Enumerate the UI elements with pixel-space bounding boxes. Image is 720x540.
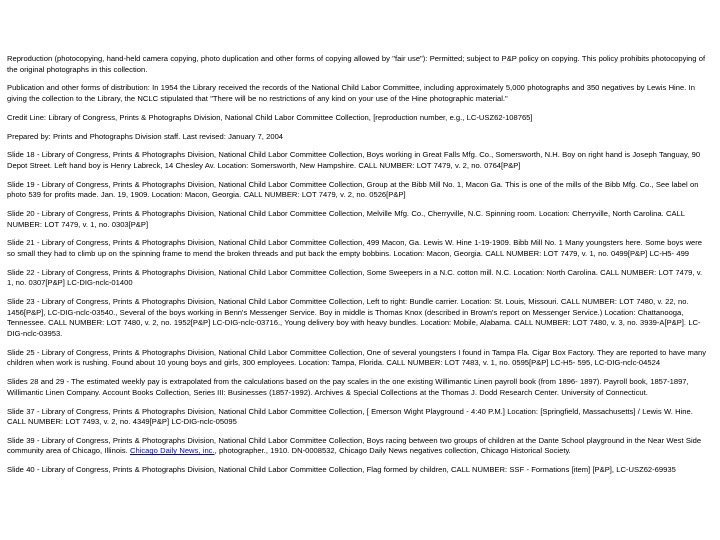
slide-25-citation: Slide 25 - Library of Congress, Prints & Photographs Division, National Child Labor Committee Collection, One of several youngsters I found in Tampa Fla. Cigar Box Factory. They are reported to have many children when work is rushing. Found about 10 young boys and girls, 300 employees. Location: Tampa, Florida. CALL NUMBER: LOT 7483, v. 1, no. 0595[P&P] LC-H5- 595, LC-DIG-nclc-04524 [7, 347, 707, 368]
slide-39-text-after: , photographer., 1910. DN-0008532, Chicago Daily News negatives collection, Chicago Historical Society. [214, 446, 571, 456]
reproduction-policy-paragraph: Reproduction (photocopying, hand-held camera copying, photo duplication and other forms of copying allowed by "fair use"): Permitted; subject to P&P policy on copying. This policy prohibits photocopying of the original photographs in this collection. [7, 54, 706, 74]
slide-39-citation [7, 436, 710, 457]
slides-28-29-citation: Slides 28 and 29 - The estimated weekly pay is extrapolated from the calculations based on the pay scales in the one existing Willimantic Linen payroll book (from 1896- 1897). Payroll book, 1857-1897, Willimantic Linen Company. Account Books Collection, Series III: Businesses (1857-1992). Archives & Special Collections at the Thomas J. Dodd Research Center. University of Connecticut. [7, 377, 689, 397]
slide-22-citation: Slide 22 - Library of Congress, Prints & Photographs Division, National Child Labor Committee Collection, Some Sweepers in a N.C. cotton mill. N.C. Location: North Carolina. CALL NUMBER: LOT 7479, v. 1, no. 0307[P&P] LC-DIG-nclc-01400 [7, 267, 703, 288]
notes-content [7, 54, 710, 484]
chicago-daily-news-link[interactable]: Chicago Daily News, inc. [129, 446, 215, 456]
credit-line-paragraph: Credit Line: Library of Congress, Prints & Photographs Division, National Child Labor Committee Collection, [reproduction number, e.g., LC-USZ62-108765] [7, 112, 533, 122]
slide-20-citation: Slide 20 - Library of Congress, Prints & Photographs Division, National Child Labor Committee Collection, Melville Mfg. Co., Cherryville, N.C. Spinning room. Location: Cherryville, North Carolina. CALL NUMBER: LOT 7479, v. 1, no. 0303[P&P] [7, 209, 685, 229]
prepared-by-paragraph: Prepared by: Prints and Photographs Division staff. Last revised: January 7, 2004 [7, 131, 284, 141]
slide-37-citation: Slide 37 - Library of Congress, Prints & Photographs Division, National Child Labor Committee Collection, [ Emerson Wight Playground - 4:40 P.M.] Location: [Springfield, Massachusetts] / Lewis W. Hine. CALL NUMBER: LOT 7493, v. 2, no. 4349[P&P] LC-DIG-nclc-05095 [7, 406, 693, 427]
slide-40-citation: Slide 40 - Library of Congress, Prints & Photographs Division, National Child Labor Committee Collection, Flag formed by children, CALL NUMBER: SSF - Formations [item] [P&P], LC-USZ62-69935 [7, 465, 676, 475]
slide-19-citation: Slide 19 - Library of Congress, Prints & Photographs Division, National Child Labor Committee Collection, Group at the Bibb Mill No. 1, Macon Ga. This is one of the mills of the Bibb Mfg. Co., See label on photo 539 for profits made. Jan. 19, 1909. Location: Macon, Georgia. CALL NUMBER: LOT 7479, v. 2, no. 0526[P&P] [7, 179, 699, 200]
slide-23-citation: Slide 23 - Library of Congress, Prints & Photographs Division, National Child Labor Committee Collection, Left to right: Bundle carrier. Location: St. Louis, Missouri. CALL NUMBER: LOT 7480, v. 22, no. 1456[P&P], LC-DIG-nclc-03540., Several of the boys working in Benn's Messenger Service. Boy in middle is Thomas Knox (described in Brown's report on Messenger Service.) Location: Chattanooga, Tennessee. CALL NUMBER: LOT 7480, v. 2, no. 1952[P&P] LC-DIG-nclc-03716., Young delivery boy with heavy bundles. Location: Mobile, Alabama. CALL NUMBER: LOT 7480, v. 3, no. 3939-A[P&P]. LC-DIG-nclc-03953. [7, 297, 701, 338]
slide-39-text-before: Slide 39 - Library of Congress, Prints & Photographs Division, National Child Labor Committee Collection, Boys racing between two groups of children at the Dante School playground in the Near West Side community area of Chicago, Illinois. [7, 435, 702, 456]
publication-policy-paragraph: Publication and other forms of distribution: In 1954 the Library received the records of the National Child Labor Committee, including approximately 5,000 photographs and 350 negatives by Lewis Hine. In giving the collection to the Library, the NCLC stipulated that "There will be no restrictions of any kind on your use of the Hine photographic material." [7, 83, 695, 103]
slide-21-citation: Slide 21 - Library of Congress, Prints & Photographs Division, National Child Labor Committee Collection, 499 Macon, Ga. Lewis W. Hine 1-19-1909. Bibb Mill No. 1 Many youngsters here. Some boys were so small they had to climb up on the spinning frame to mend the broken threads and put back the empty bobbins. Location: Macon, Georgia. CALL NUMBER: LOT 7479, v. 1, no. 0499[P&P] LC-H5- 499 [7, 238, 703, 259]
slide-18-citation: Slide 18 - Library of Congress, Prints & Photographs Division, National Child Labor Committee Collection, Boys working in Great Falls Mfg. Co., Somersworth, N.H. Boy on right hand is Joseph Tanguay, 90 Depot Street. Left hand boy is Henry Labreck, 14 Chesley Av. Location: Somersworth, New Hampshire. CALL NUMBER: LOT 7479, v. 2, no. 0764[P&P] [7, 150, 701, 170]
